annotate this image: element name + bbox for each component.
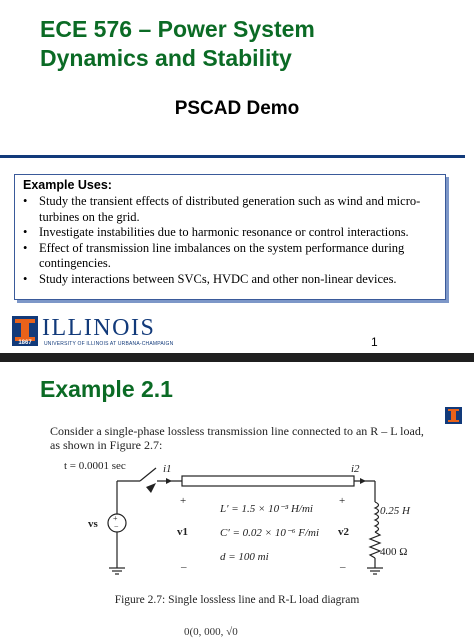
list-item: • Effect of transmission line imbalances on the system performance during contingencies. xyxy=(23,240,405,271)
bullet-icon: • xyxy=(23,271,28,286)
i2-label: i2 xyxy=(351,463,360,475)
transmission-line xyxy=(182,476,354,486)
example-uses-list xyxy=(21,194,439,288)
svg-text:+: + xyxy=(113,514,118,523)
figure-caption: Figure 2.7: Single lossless line and R-L load diagram xyxy=(114,594,360,606)
resistor-icon xyxy=(370,532,380,558)
inductor-icon xyxy=(375,502,379,532)
list-item: • Study interactions between SVCs, HVDC and other non-linear devices. xyxy=(23,271,397,286)
slide-separator xyxy=(0,353,474,362)
switch-time-label: t = 0.0001 sec xyxy=(64,460,126,472)
line-length-label: d = 100 mi xyxy=(220,551,269,563)
switch-arrow-icon xyxy=(146,483,156,493)
bullet-icon: • xyxy=(23,194,28,208)
slide-2 xyxy=(0,362,474,638)
v1-label: v1 xyxy=(177,526,188,538)
title-divider xyxy=(0,155,465,158)
list-item: • Study the transient effects of distributed generation such as wind and micro-turbines on the grid. xyxy=(23,194,421,224)
line-capacitance-label: C′ = 0.02 × 10⁻⁶ F/mi xyxy=(220,527,319,539)
example-uses-box xyxy=(14,174,446,300)
i1-label: i1 xyxy=(163,463,172,475)
current-arrow-icon xyxy=(360,478,366,484)
formula-fragment: 0(0, 000, √0 xyxy=(184,626,238,638)
switch-icon xyxy=(140,468,156,481)
v1-plus: + xyxy=(180,495,187,507)
line-inductance-label: L′ = 1.5 × 10⁻³ H/mi xyxy=(220,503,313,515)
slide-title xyxy=(40,15,460,73)
page-number: 1 xyxy=(371,335,378,349)
slide-subtitle: PSCAD Demo xyxy=(174,98,300,119)
bullet-icon: • xyxy=(23,240,28,255)
v1-minus: – xyxy=(181,561,187,573)
load-inductance-label: 0.25 H xyxy=(380,505,410,517)
svg-text:−: − xyxy=(114,522,119,531)
title-line-2: Dynamics and Stability xyxy=(40,45,292,71)
source-label: vs xyxy=(88,518,98,530)
current-arrow-icon xyxy=(166,478,172,484)
circuit-diagram xyxy=(0,362,474,632)
v2-minus: – xyxy=(340,561,346,573)
logo-wordmark: ILLINOIS xyxy=(42,315,156,341)
example-uses-heading: Example Uses: xyxy=(23,178,112,192)
v2-label: v2 xyxy=(338,526,349,538)
logo-tagline: UNIVERSITY OF ILLINOIS AT URBANA-CHAMPAIGN xyxy=(44,341,174,347)
problem-statement: Consider a single-phase lossless transmission line connected to an R – L load, as shown in Figure 2.7: xyxy=(50,424,424,452)
list-item: • Investigate instabilities due to harmonic resonance or control interactions. xyxy=(23,225,409,240)
logo-year: 1867 xyxy=(18,340,32,346)
bullet-icon: • xyxy=(23,225,28,240)
slide-title: Example 2.1 xyxy=(40,376,173,402)
load-resistance-label: 400 Ω xyxy=(380,546,408,558)
title-line-1: ECE 576 – Power System xyxy=(40,16,315,42)
v2-plus: + xyxy=(339,495,346,507)
